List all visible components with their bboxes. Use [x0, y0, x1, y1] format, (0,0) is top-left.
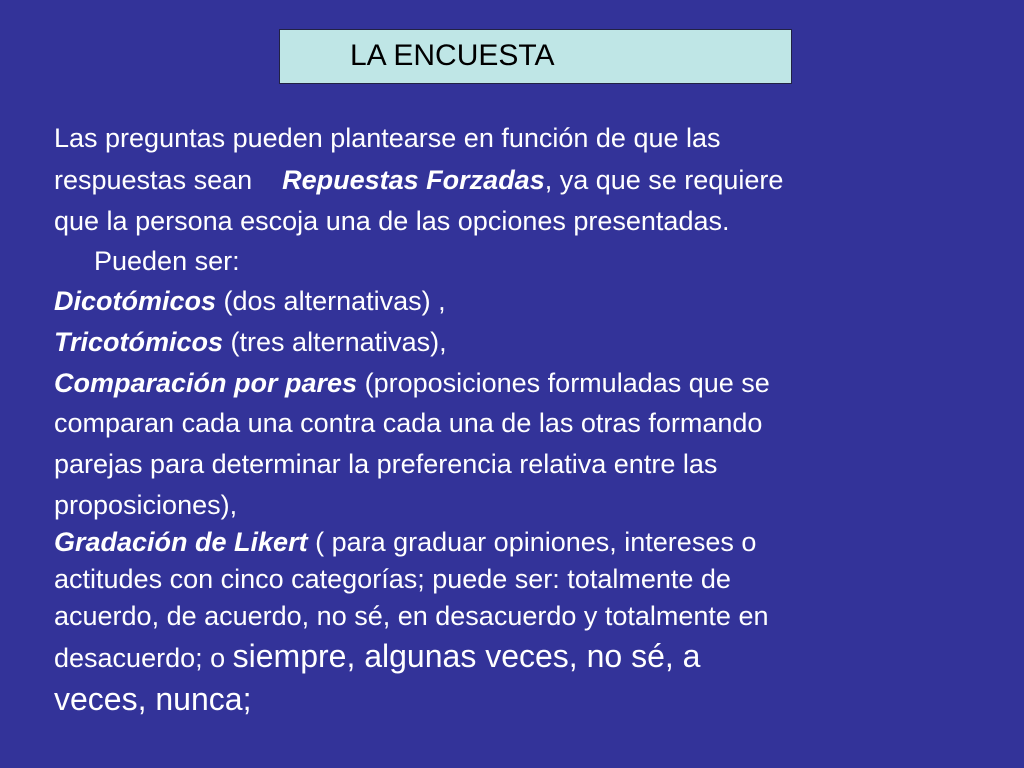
item-likert-line-4-small: desacuerdo; o — [54, 643, 233, 673]
item-likert-line-4-big: siempre, algunas veces, no sé, a — [232, 638, 701, 674]
item-tricotomicos-desc: (tres alternativas), — [223, 327, 447, 357]
intro-line-1: Las preguntas pueden plantearse en función de que las — [54, 123, 721, 153]
item-comparacion-desc: (proposiciones formuladas que se — [357, 368, 770, 398]
item-likert-desc: ( para graduar opiniones, intereses o — [307, 527, 757, 557]
item-comparacion-line-2: comparan cada una contra cada una de las otras formando — [54, 408, 763, 438]
item-likert-line-2: actitudes con cinco categorías; puede ser: totalmente de — [54, 564, 731, 594]
item-comparacion-line-3: parejas para determinar la preferencia relativa entre las — [54, 449, 718, 479]
intro-line-2-end: , ya que se requiere — [544, 165, 784, 195]
item-dicotomicos — [54, 285, 446, 317]
item-likert-line-4 — [54, 640, 700, 674]
intro-line-2 — [54, 164, 783, 196]
slide-title-box — [279, 29, 792, 84]
item-likert-line-3: acuerdo, de acuerdo, no sé, en desacuerdo y totalmente en — [54, 601, 769, 631]
slide-title: LA ENCUESTA — [350, 39, 555, 72]
intro-line-4: Pueden ser: — [94, 246, 240, 276]
intro-line-3: que la persona escoja una de las opciones presentadas. — [54, 206, 730, 236]
item-comparacion-line-4: proposiciones), — [54, 490, 238, 520]
item-tricotomicos-term: Tricotómicos — [54, 327, 224, 357]
item-dicotomicos-desc: (dos alternativas) , — [216, 286, 446, 316]
item-likert-term: Gradación de Likert — [54, 527, 308, 557]
item-tricotomicos — [54, 326, 447, 358]
item-likert-line-1 — [54, 526, 756, 558]
forced-responses-term: Repuestas Forzadas — [282, 165, 545, 195]
item-comparacion-term: Comparación por pares — [54, 368, 358, 398]
item-likert-line-5: veces, nunca; — [54, 681, 252, 717]
intro-line-2-start: respuestas sean — [54, 165, 253, 195]
item-comparacion-line-1 — [54, 367, 770, 399]
item-dicotomicos-term: Dicotómicos — [54, 286, 217, 316]
